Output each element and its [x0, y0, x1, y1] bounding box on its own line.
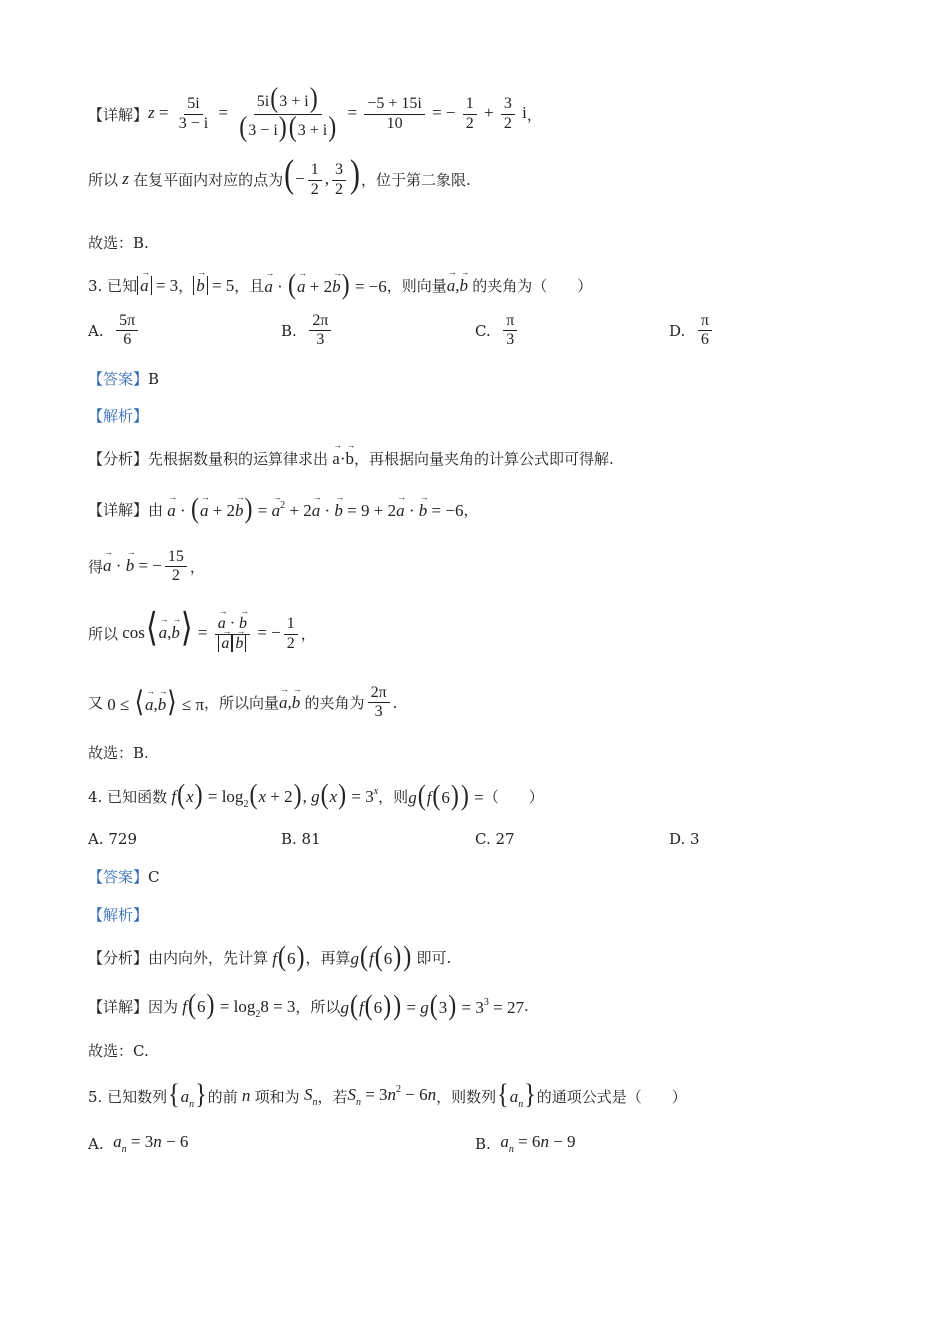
q3-cos: 所以 cos⟨→ a,→ b⟩ = → a · → b → a→ b = − $\frac{1}{2}$ ， — [88, 614, 316, 653]
q4-choose: 故选：C. — [88, 1042, 149, 1060]
q4-answer: 【答案】 C — [88, 867, 160, 886]
z-formula: z = $\frac{5i}{3 - i}$ = $\frac{5i(3 + i)}{(3 - i)(3 + i)}$ = $\frac{-5 + 15i}{10}$ = − $\frac{1}{2}$ + $\frac{3}{2}$ i — [148, 83, 527, 144]
q4-option-a[interactable]: A. 729 — [88, 830, 137, 848]
q4-stem: 4. 已知函数 $f(x) = \log_2(x + 2)$, $g(x) = 3^x$ ，则 g(f(6)) = （ ） — [88, 779, 544, 811]
q3-answer: 【答案】 B — [88, 369, 160, 388]
q3-detail: 【详解】 由 → a · (→ a + 2→ b) = → $a^2 + 2\to a$ · → b = 9 + 2→ a · → b = −6 ， — [88, 496, 478, 523]
q2-detail-line: 【详解】 z = $\frac{5i}{3 - i}$ = $\frac{5i(3 + i)}{(3 - i)(3 + i)}$ = $\frac{-5 + 15i}{10}$ = − $\frac{1}{2}$ + $\frac{3}{2}$ i ， — [88, 83, 542, 144]
q5-option-a[interactable]: A. $a_n = 3n - 6$ — [88, 1132, 189, 1155]
q3-de: 得 → a · → b = − $\frac{15}{2}$ ， — [88, 548, 205, 586]
q3-choose: 故选：B. — [88, 744, 149, 762]
q3-option-d[interactable]: D. $\frac{\pi}{6}$ — [669, 312, 715, 350]
q4-fenxi: 【分析】 由内向外，先计算 f(6) ，再算 g(f(6)) 即可. — [88, 941, 452, 973]
q3-fenxi: 【分析】 先根据数量积的运算律求出 → a·→ b ，再根据向量夹角的计算公式即可得解. — [88, 448, 614, 469]
q3-stem: 3. 已知 → a = 3 ， → b = 5 ，且 → a · (→ a + 2→ b) = −6 ，则向量 → a,→ b 的夹角为（ ） — [88, 272, 592, 299]
q3-analysis-tag: 【解析】 — [88, 407, 149, 425]
q4-analysis-tag: 【解析】 — [88, 906, 149, 924]
q3-option-a[interactable]: A. $\frac{5\pi}{6}$ — [88, 312, 141, 350]
q3-you: 又 0 ≤ ⟨→ a,→ b⟩ ≤ π ，所以向量 → a,→ b 的夹角为 $\frac{2\pi}{3}$ . — [88, 684, 397, 722]
q3-option-b[interactable]: B. $\frac{2\pi}{3}$ — [281, 312, 334, 350]
q2-choose: 故选：B. — [88, 234, 149, 252]
q5-option-b[interactable]: B. $a_n = 6n - 9$ — [475, 1132, 576, 1155]
detail-tag: 【详解】 — [88, 105, 149, 124]
q4-option-c[interactable]: C. 27 — [475, 830, 515, 848]
q5-stem: 5. 已知数列 $\{a_n\}$ 的前 n 项和为 $S_n$ ，若 $S_n = 3n^2 - 6n$ ，则数列 $\{a_n\}$ 的通项公式是（ ） — [88, 1079, 687, 1111]
point-formula: (− $\frac{1}{2}$ , $\frac{3}{2}$ ) — [284, 152, 360, 198]
q4-option-d[interactable]: D. 3 — [669, 830, 700, 848]
q3-option-c[interactable]: C. $\frac{\pi}{3}$ — [475, 312, 520, 350]
q4-option-b[interactable]: B. 81 — [281, 830, 321, 848]
q2-point-line: 所以 z 在复平面内对应的点为 (− $\frac{1}{2}$ , $\frac{3}{2}$ ) ，位于第二象限. — [88, 152, 471, 198]
q4-detail: 【详解】 因为 $f(6) = \log_28 = 3$ ，所以 $g(f(6)) = g(3) = 3^3 = 27$ . — [88, 989, 529, 1021]
